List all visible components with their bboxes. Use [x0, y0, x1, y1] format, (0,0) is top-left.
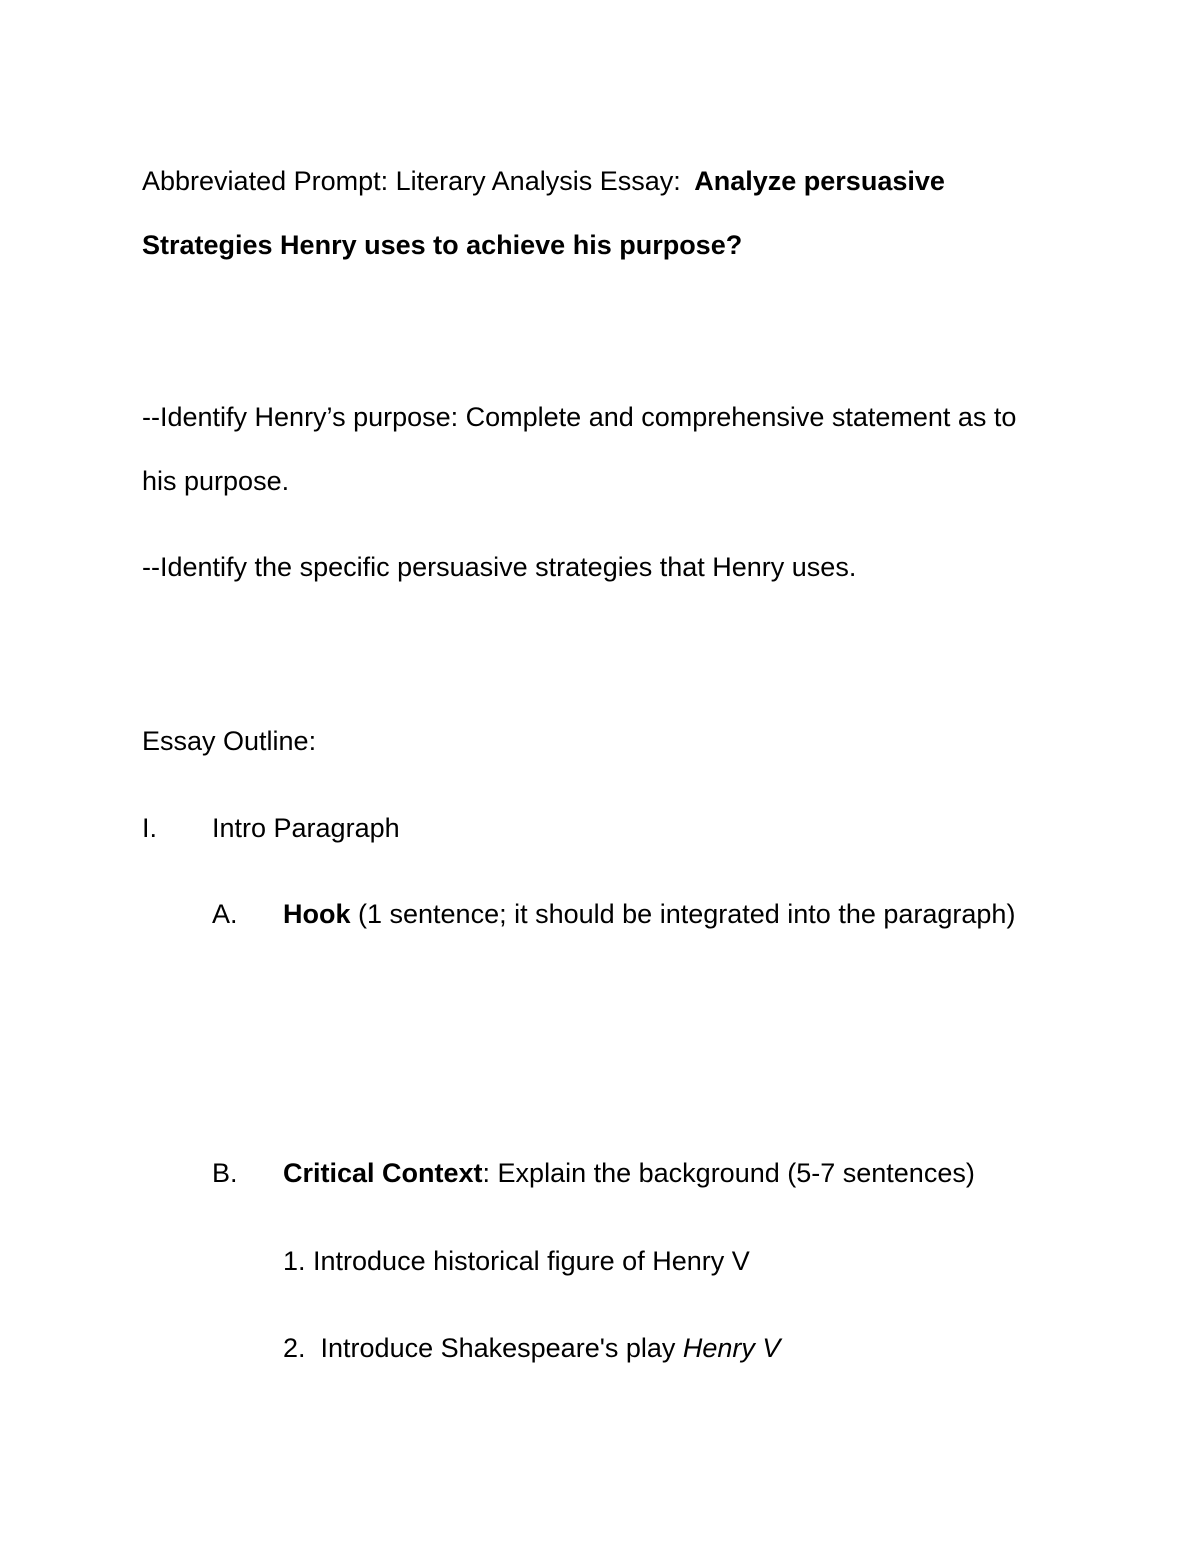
outline-item-b — [283, 1160, 975, 1187]
hook-label: Hook — [283, 899, 351, 929]
outline-section-i-title: Intro Paragraph — [212, 813, 400, 843]
prompt-line-2: Strategies Henry uses to achieve his purpose? — [142, 230, 743, 260]
outline-item-a-letter: A. — [212, 899, 238, 929]
outline-sub-item-1: 1. Introduce historical figure of Henry V — [283, 1246, 750, 1276]
sub-item-2-text: 2. Introduce Shakespeare's play — [283, 1333, 683, 1363]
prompt-bold-part1: Analyze persuasive — [694, 166, 945, 196]
purpose-instruction-line-2: his purpose. — [142, 466, 290, 496]
critical-context-label: Critical Context — [283, 1158, 483, 1188]
play-title: Henry V — [682, 1333, 781, 1363]
hook-description: (1 sentence; it should be integrated into the paragraph) — [350, 899, 1016, 929]
outline-sub-item-2 — [283, 1335, 780, 1362]
strategies-instruction: --Identify the specific persuasive strategies that Henry uses. — [142, 552, 857, 582]
outline-item-a — [283, 901, 1015, 928]
prompt-label: Abbreviated Prompt: Literary Analysis Essay: — [142, 166, 681, 196]
prompt-line-1 — [142, 168, 945, 195]
purpose-instruction-line-1: --Identify Henry’s purpose: Complete and comprehensive statement as to — [142, 402, 1017, 432]
outline-section-i-numeral: I. — [142, 813, 158, 843]
outline-heading: Essay Outline: — [142, 726, 317, 756]
outline-item-b-letter: B. — [212, 1158, 238, 1188]
critical-context-description: : Explain the background (5-7 sentences) — [482, 1158, 975, 1188]
